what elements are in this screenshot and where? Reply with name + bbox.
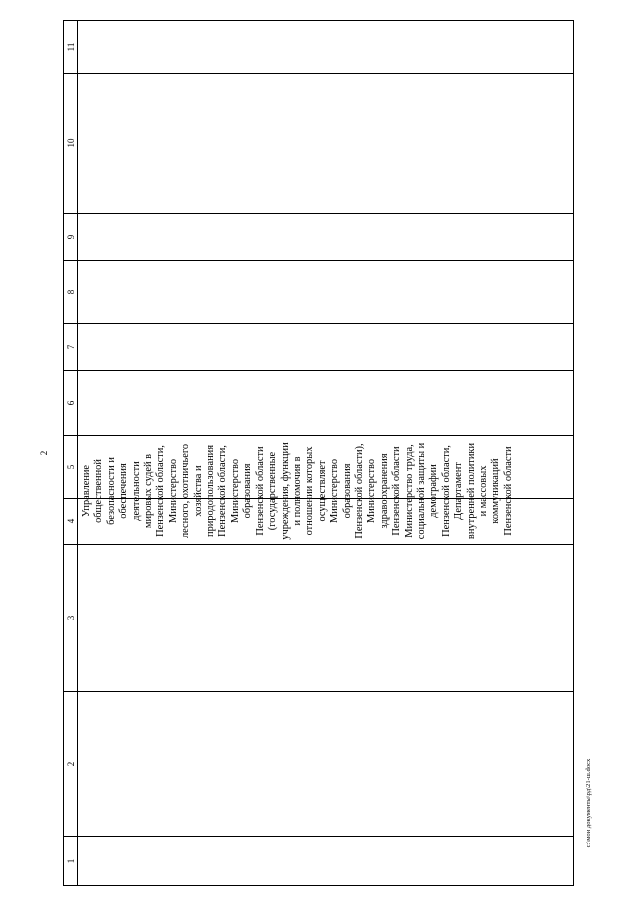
col3-line: Пензенской области: [502, 446, 514, 536]
document-table: [63, 20, 574, 886]
col3-line: образования: [341, 463, 353, 519]
column-number-1: 1: [64, 836, 78, 885]
col3-line: социальной защиты и: [415, 443, 427, 540]
col3-line: Министерство: [167, 459, 179, 524]
column-number-9: 9: [64, 213, 78, 260]
col3-line: безопасности и: [105, 457, 117, 526]
col3-line: деятельности: [130, 461, 142, 522]
table-row-col-1: [64, 836, 574, 885]
col3-line: мировых судей в: [143, 454, 155, 529]
col3-line: внутренней политики: [465, 443, 477, 540]
col3-line: природопользования: [205, 445, 217, 538]
column-number-11: 11: [64, 21, 78, 74]
table-row-col-3: [64, 545, 574, 692]
column-number-2: 2: [64, 692, 78, 836]
column-number-8: 8: [64, 260, 78, 323]
col3-line: Министерство: [229, 459, 241, 524]
col3-line: образования: [242, 463, 254, 519]
column-number-3: 3: [64, 545, 78, 692]
table-row-col-9: [64, 213, 574, 260]
column-number-7: 7: [64, 323, 78, 370]
column-number-5: 5: [64, 435, 78, 498]
col3-line: Министерство труда,: [403, 444, 415, 539]
col3-line: Пензенской области,: [155, 445, 167, 538]
col3-line: осуществляет: [316, 460, 328, 522]
col3-line: Пензенской области,: [440, 445, 452, 538]
col3-organization-list: [81, 291, 515, 691]
col3-line: лесного, охотничьего: [180, 444, 192, 539]
col3-line: Управление: [81, 465, 92, 518]
col3-line: и полномочия в: [291, 456, 303, 526]
table-cell-col-2: [78, 692, 574, 836]
table-cell-col-3: [78, 442, 574, 692]
col3-line: демографии: [428, 464, 440, 519]
col3-line: общественной: [93, 459, 105, 524]
col3-line: Департамент: [453, 462, 465, 521]
col3-line: Министерство: [329, 459, 341, 524]
table-cell-col-11: [78, 21, 574, 74]
col3-line: Пензенской области,: [217, 445, 229, 538]
table-row-col-10: [64, 73, 574, 213]
page-number: 2: [39, 450, 49, 456]
column-number-10: 10: [64, 73, 78, 213]
footer-file-path: [584, 728, 594, 878]
col3-line: Пензенской области: [391, 446, 403, 536]
table-cell-col-1: [78, 836, 574, 885]
col3-line: хозяйства и: [192, 465, 204, 517]
table-row-col-11: [64, 21, 574, 74]
col3-line: Пензенской области),: [353, 443, 365, 539]
col3-line: Министерство: [366, 459, 378, 524]
column-number-4: 4: [64, 498, 78, 544]
table-cell-col-10: [78, 73, 574, 213]
col3-line: (государственные: [267, 452, 279, 531]
col3-line: Пензенской области: [254, 446, 266, 536]
col3-line: коммуникаций: [490, 458, 502, 524]
col3-line: учреждения, функции: [279, 442, 291, 541]
col3-line: обеспечения: [118, 463, 130, 520]
col3-line: и массовых: [478, 465, 489, 517]
col3-line: отношении которых: [304, 446, 316, 536]
footer-file-path-text: c:\мои документы\рд\21-ш.docx: [585, 758, 592, 848]
col3-line: здравоохранения: [378, 453, 390, 529]
table-row-col-2: [64, 692, 574, 836]
column-number-6: 6: [64, 371, 78, 436]
table-cell-col-9: [78, 213, 574, 260]
